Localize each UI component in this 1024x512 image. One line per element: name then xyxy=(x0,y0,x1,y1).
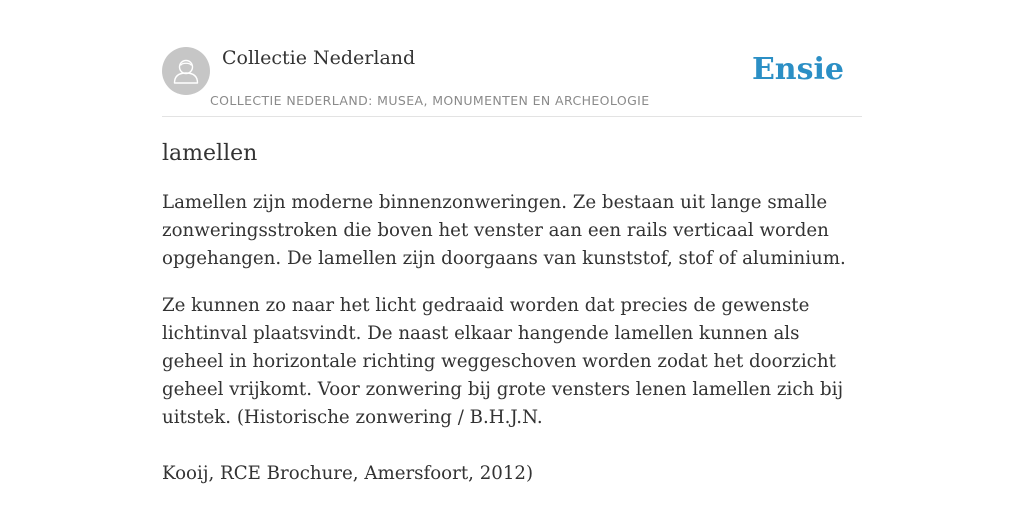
avatar[interactable] xyxy=(162,47,210,95)
article xyxy=(162,138,862,507)
definition-paragraph: Ze kunnen zo naar het licht gedraaid worden dat precies de gewenste lichtinval plaatsvindt. De naast elkaar hangende lamellen kunnen als geheel in horizontale richting weggeschoven worden zodat het doorzicht geheel vrijkomt. Voor zonwering bij grote vensters lenen lamellen zich bij uitstek. (Historische zonwering / B.H.J.N. Kooij, RCE Brochure, Amersfoort, 2012) xyxy=(162,295,844,484)
user-outline-icon xyxy=(162,47,210,95)
brand-logo[interactable]: Ensie xyxy=(751,52,844,87)
author-name[interactable]: Collectie Nederland xyxy=(222,47,416,69)
header xyxy=(162,46,862,117)
source-label[interactable]: COLLECTIE NEDERLAND: MUSEA, MONUMENTEN EN ARCHEOLOGIE xyxy=(210,93,650,108)
definition-paragraph: Lamellen zijn moderne binnenzonweringen. Ze bestaan uit lange smalle zonweringsstroken die boven het venster aan een rails verticaal worden opgehangen. De lamellen zijn doorgaans van kunststof, stof of aluminium. xyxy=(162,192,846,269)
term-title: lamellen xyxy=(162,141,258,166)
